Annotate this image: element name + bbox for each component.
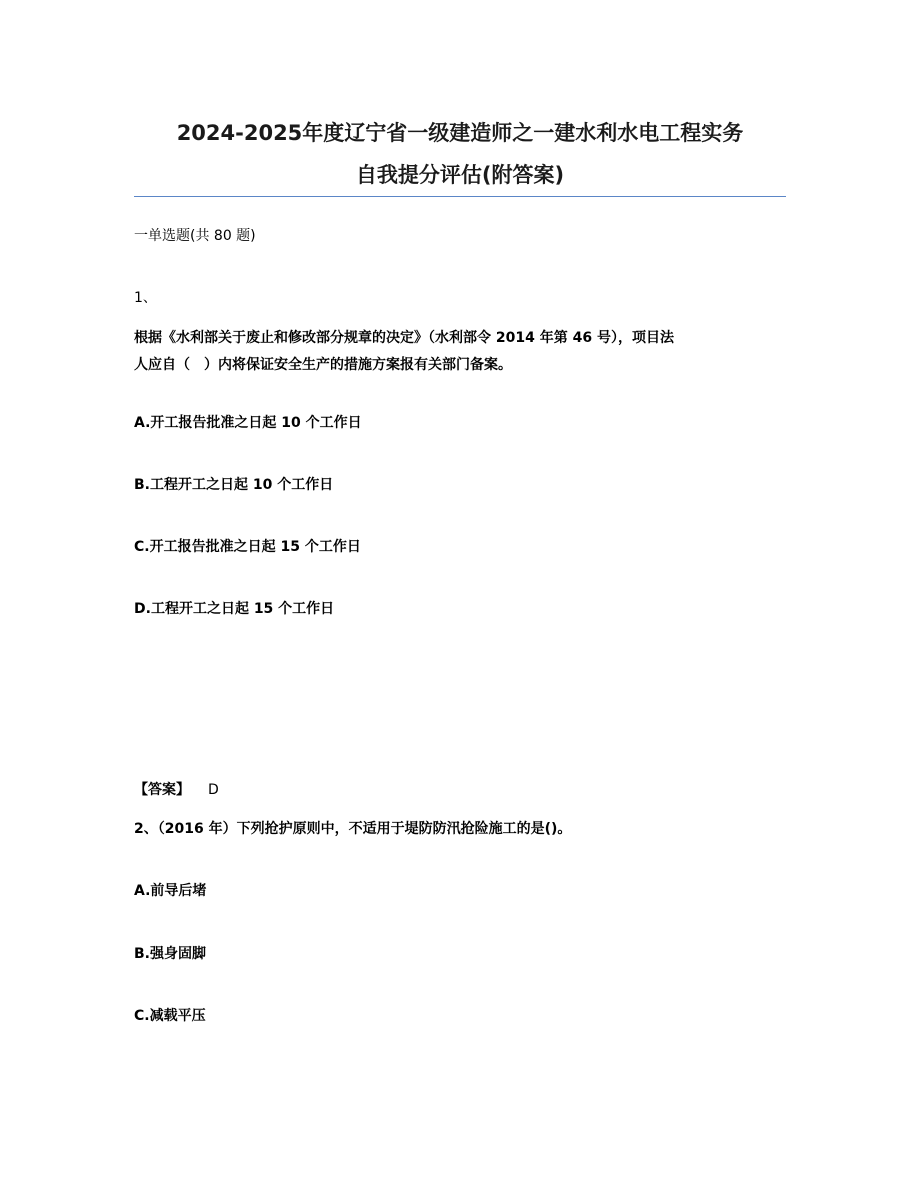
answer-label: 【答案】	[134, 782, 190, 798]
document-title-line-1: 2024-2025年度辽宁省一级建造师之一建水利水电工程实务	[176, 121, 744, 145]
answer-value: D	[208, 782, 219, 798]
question-1-option-b: B.工程开工之日起 10 个工作日	[134, 477, 334, 493]
question-1-option-d: D.工程开工之日起 15 个工作日	[134, 601, 335, 617]
question-2-option-b: B.强身固脚	[134, 946, 206, 962]
question-1-answer	[134, 779, 219, 799]
document-title-line-2: 自我提分评估(附答案)	[355, 163, 565, 187]
question-1-option-a: A.开工报告批准之日起 10 个工作日	[134, 415, 362, 431]
question-2-option-a: A.前导后堵	[134, 883, 207, 899]
question-2-option-c: C.减载平压	[134, 1008, 206, 1024]
question-2-stem: 2、（2016 年）下列抢护原则中，不适用于堤防防汛抢险施工的是()。	[134, 821, 572, 837]
question-1-option-c: C.开工报告批准之日起 15 个工作日	[134, 539, 361, 555]
title-divider	[134, 196, 786, 197]
section-header: 一单选题(共 80 题)	[134, 228, 256, 244]
question-1-number: 1、	[134, 290, 157, 306]
question-1-stem-line-1: 根据《水利部关于废止和修改部分规章的决定》（水利部令 2014 年第 46 号），项目法	[134, 330, 674, 346]
question-1-stem-line-2: 人应自（ ）内将保证安全生产的措施方案报有关部门备案。	[134, 357, 512, 373]
